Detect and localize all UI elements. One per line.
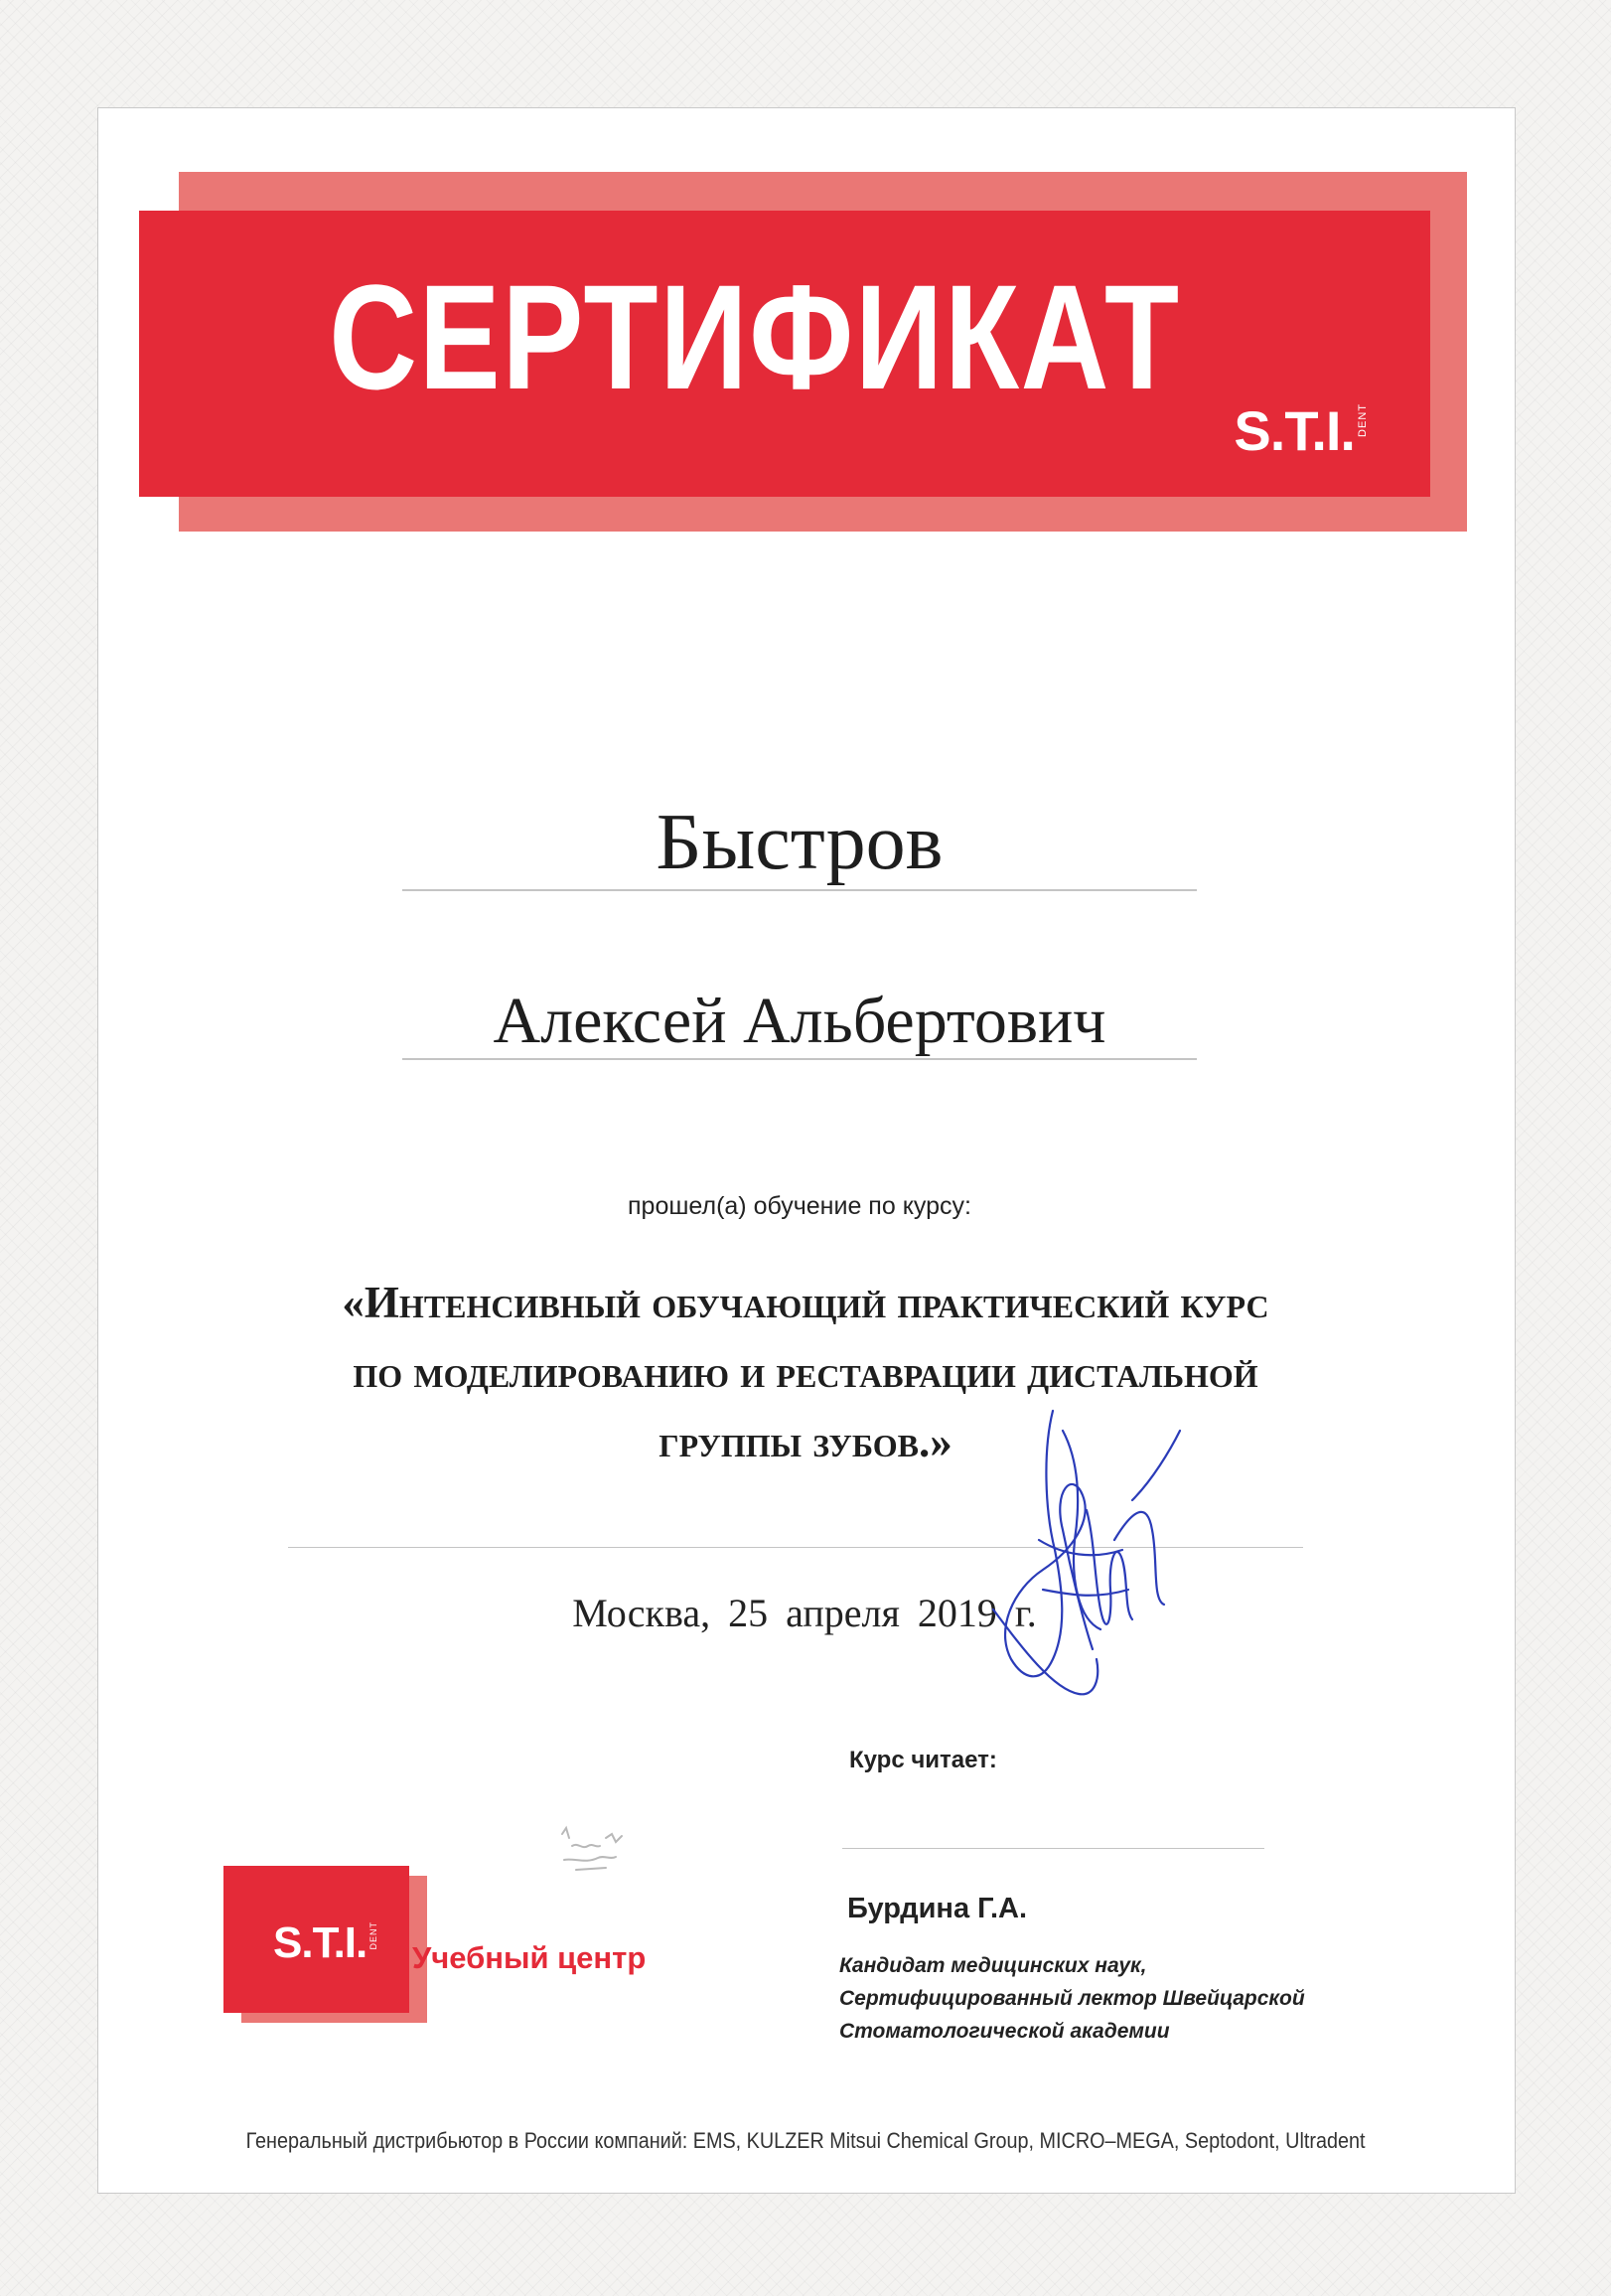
course-title-line: «Интенсивный обучающий практический курс bbox=[342, 1278, 1269, 1327]
banner-brand-logo bbox=[1234, 399, 1369, 462]
banner-brand-text: S.T.I. bbox=[1234, 399, 1355, 462]
lecturer-credentials-line: Сертифицированный лектор Швейцарской bbox=[839, 1987, 1305, 2010]
certificate-banner bbox=[139, 211, 1430, 497]
recipient-given-names: Алексей Альбертович bbox=[493, 985, 1106, 1057]
training-center-logo bbox=[223, 1866, 409, 2013]
lecturer-heading: Курс читает: bbox=[849, 1747, 997, 1773]
course-title-line: по моделированию и реставрации дистальной bbox=[353, 1347, 1258, 1397]
banner-brand-subtext: DENT bbox=[1357, 403, 1369, 437]
training-center-brand-subtext: DENT bbox=[368, 1921, 379, 1950]
recipient-surname: Быстров bbox=[656, 799, 944, 886]
given-names-underline bbox=[402, 1058, 1197, 1060]
faint-stamp-mark bbox=[556, 1816, 636, 1876]
place-and-date: Москва, 25 апреля 2019 г. bbox=[572, 1591, 1037, 1635]
footer-distributor-text: Генеральный дистрибьютор в России компаний: EMS, KULZER Mitsui Chemical Group, MICRO–MEGA, Septodont, Ultradent bbox=[245, 2128, 1366, 2153]
course-title bbox=[129, 1268, 1482, 1476]
lecturer-signature-line bbox=[842, 1848, 1264, 1849]
signature bbox=[983, 1391, 1212, 1699]
lecturer-credentials-line: Кандидат медицинских наук, bbox=[839, 1954, 1147, 1977]
footer-distributor-note bbox=[0, 2128, 1611, 2154]
surname-underline bbox=[402, 889, 1197, 891]
certificate-title: СЕРТИФИКАТ bbox=[329, 253, 1181, 420]
lecturer-credentials-line: Стоматологической академии bbox=[839, 2020, 1170, 2043]
lecturer-credentials bbox=[839, 1949, 1305, 2048]
course-title-line: группы зубов.» bbox=[659, 1417, 952, 1466]
training-center-label: Учебный центр bbox=[412, 1940, 647, 1975]
lecturer-name: Бурдина Г.А. bbox=[847, 1893, 1028, 1924]
training-center-brand bbox=[273, 1918, 379, 1967]
training-center-brand-text: S.T.I. bbox=[273, 1918, 367, 1967]
course-intro: прошел(а) обучение по курсу: bbox=[628, 1192, 971, 1220]
